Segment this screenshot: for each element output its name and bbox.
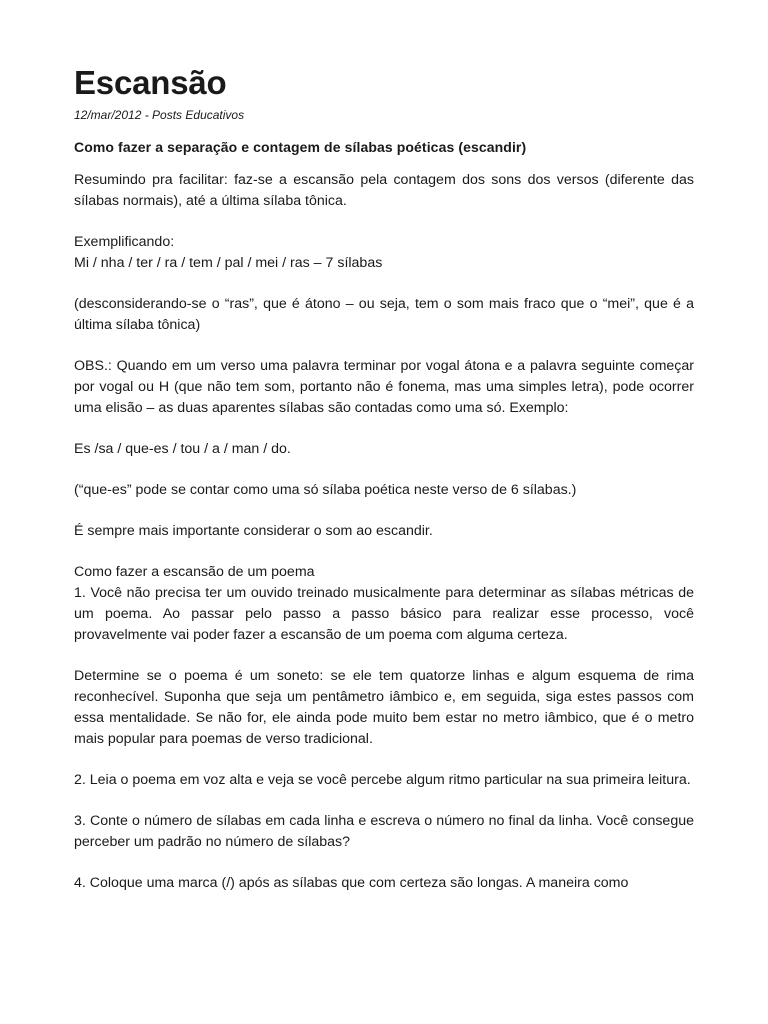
sonnet-paragraph: Determine se o poema é um soneto: se ele tem quatorze linhas e algum esquema de rima reconhecível. Suponha que seja um pentâmetro iâmbico e, em seguida, siga estes passos com essa mentalidade. Se não for, ele ainda pode muito bem estar no metro iâmbico, que é o metro mais popular para poemas de verso tradicional. [74,668,694,747]
howto-block [74,562,694,646]
example-block [74,232,694,274]
example-line: Mi / nha / ter / ra / tem / pal / mei / ras – 7 sílabas [74,255,383,271]
example-heading: Exemplificando: [74,234,175,250]
article-subtitle: Como fazer a separação e contagem de sílabas poéticas (escandir) [74,139,527,155]
obs-paragraph: OBS.: Quando em um verso uma palavra terminar por vogal átona e a palavra seguinte começar por vogal ou H (que não tem som, portanto não é fonema, mas uma simples letra), pode ocorrer uma elisão – as duas aparentes sílabas são contadas como uma só. Exemplo: [74,358,694,416]
step-1: 1. Você não precisa ter um ouvido treinado musicalmente para determinar as sílabas métricas de um poema. Ao passar pelo passo a passo básico para realizar esse processo, você provavelmente vai poder fazer a escansão de um poema com alguma certeza. [74,585,694,643]
howto-heading: Como fazer a escansão de um poema [74,564,315,580]
intro-paragraph: Resumindo pra facilitar: faz-se a escansão pela contagem dos sons dos versos (diferente das sílabas normais), até a última sílaba tônica. [74,172,694,209]
step-4: 4. Coloque uma marca (/) após as sílabas que com certeza são longas. A maneira como [74,875,629,891]
step-2: 2. Leia o poema em voz alta e veja se você percebe algum ritmo particular na sua primeira leitura. [74,772,691,788]
elision-example: Es /sa / que-es / tou / a / man / do. [74,441,291,457]
post-meta: 12/mar/2012 - Posts Educativos [74,108,245,122]
sound-note: É sempre mais importante considerar o som ao escandir. [74,523,433,539]
article [74,62,694,894]
elision-note: (“que-es” pode se contar como uma só sílaba poética neste verso de 6 sílabas.) [74,482,577,498]
page-title: Escansão [74,64,227,101]
step-3: 3. Conte o número de sílabas em cada linha e escreva o número no final da linha. Você consegue perceber um padrão no número de sílabas? [74,813,694,850]
example-note: (desconsiderando-se o “ras”, que é átono – ou seja, tem o som mais fraco que o “mei”, que é a última sílaba tônica) [74,296,694,333]
